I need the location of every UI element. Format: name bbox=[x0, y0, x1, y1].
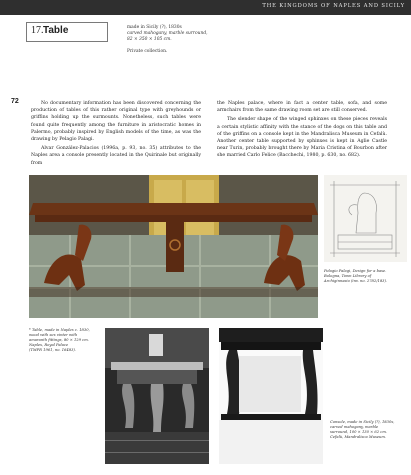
meta-material: carved mahogany, marble surround, bbox=[127, 31, 208, 36]
entry-metadata bbox=[127, 25, 222, 55]
caption-line: (TMPR 1961, no. 16483). bbox=[29, 348, 77, 352]
entry-title: Table bbox=[43, 25, 69, 36]
caption-line: Cefalù, Mandralisca Museum. bbox=[330, 435, 387, 439]
sphinx-base-drawing bbox=[324, 175, 407, 262]
caption-line: Bologna, Town Library of bbox=[324, 274, 372, 278]
caption-line: * Table, made in Naples c. 1830, bbox=[29, 328, 90, 332]
caption-line: carved mahogany, marble bbox=[330, 425, 379, 429]
small-table-caption bbox=[29, 328, 99, 353]
greyhound-table-illustration bbox=[29, 175, 318, 318]
caption-line: Pelagio Palagi, Design for a base. bbox=[324, 269, 387, 273]
page-number: 72 bbox=[11, 98, 19, 105]
console-caption bbox=[330, 420, 408, 440]
body-paragraph: Alvar González-Palacios (1996a, p. 93, no. 35) attributes to the Naples area a console presently located in the Quirinale but originally from bbox=[31, 146, 201, 166]
main-table-photo bbox=[29, 175, 318, 318]
meta-dimensions: 82 × 350 × 105 cm. bbox=[127, 37, 172, 42]
ornate-table-illustration bbox=[105, 328, 209, 464]
body-column-left bbox=[31, 100, 201, 169]
griffin-console-illustration bbox=[219, 328, 323, 464]
meta-made-in: made in Sicily (?), 1830s bbox=[127, 25, 182, 30]
griffin-console-photo bbox=[219, 328, 323, 464]
entry-number: 17. bbox=[31, 25, 44, 36]
drawing-caption bbox=[324, 269, 408, 284]
caption-line: surround, 100 × 130 × 62 cm. bbox=[330, 430, 388, 434]
body-paragraph: No documentary information has been discovered concerning the production of tables of this rather original type with greyhounds or griffins holding up the surmounts. Nonetheless, such tables were found quite frequently among the furniture in aristocratic homes in Palermo, probably inspired by English models of the time, as was the drawing by Pelagio Palagi. bbox=[31, 101, 201, 143]
meta-collection: Private collection. bbox=[127, 49, 168, 54]
caption-line: amaranth fittings, 80 × 129 cm. bbox=[29, 338, 89, 342]
caption-line: Console, made in Sicily (?), 1830s, bbox=[330, 420, 395, 424]
body-paragraph: The slender shape of the winged sphinxes on these pieces reveals a certain stylistic affinity with the stance of the dogs on this table and of the griffins on a console kept in the Mandralisca Museum in Cefalù. Another center table supported by sphinxes is kept in Aglie Castle near Turin, probably brought there by Maria Cristina of Bourbon after she married Carlo Felice (Bacchechi, 1980, p. 630, no. 682). bbox=[217, 117, 387, 159]
running-head: THE KINGDOMS OF NAPLES AND SICILY bbox=[262, 3, 405, 9]
caption-line: Naples, Royal Palace bbox=[29, 343, 69, 347]
caption-line: Archiginnasio (inv. no. 2782/183). bbox=[324, 279, 388, 283]
caption-line: wood with sex vinter with bbox=[29, 333, 78, 337]
body-paragraph: the Naples palace, where in fact a center table, sofa, and some armchairs from the same drawing room set are still conserved. bbox=[217, 101, 387, 114]
design-drawing bbox=[324, 175, 407, 262]
ornate-table-photo bbox=[105, 328, 209, 464]
body-column-right bbox=[217, 100, 387, 162]
